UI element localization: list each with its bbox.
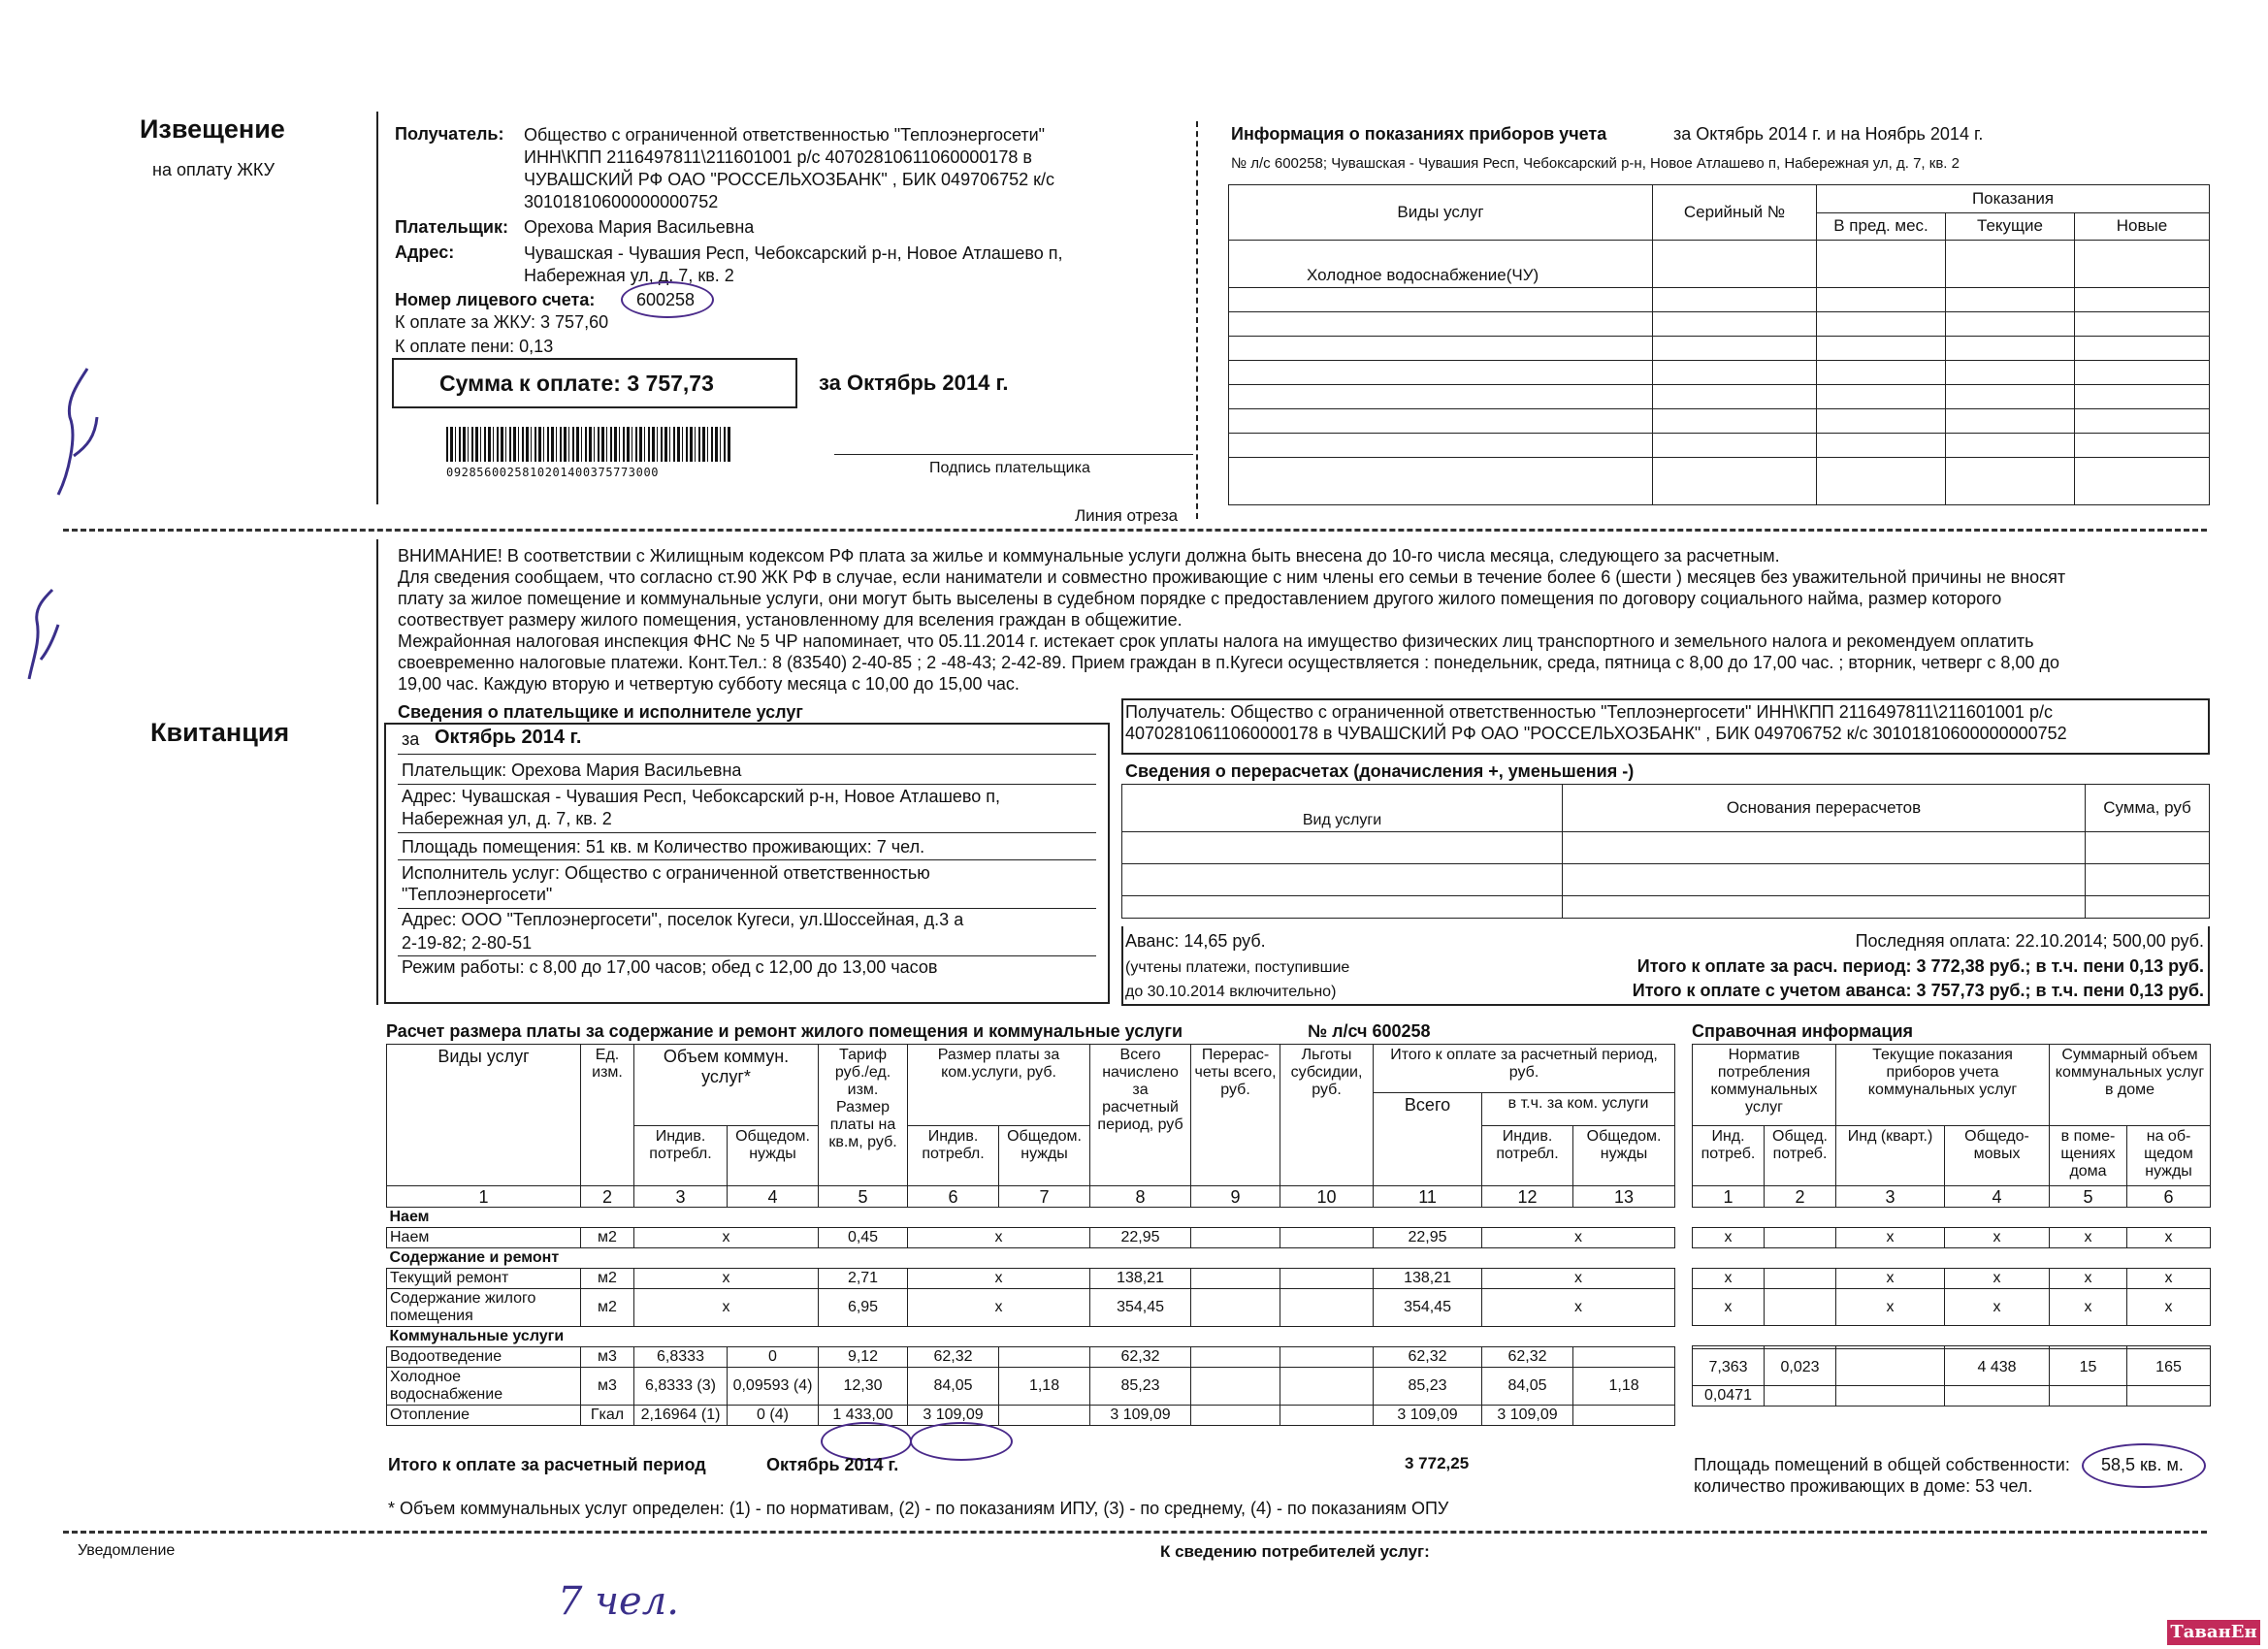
col-num: 10 — [1280, 1186, 1374, 1208]
pay-housing: К оплате за ЖКУ: 3 757,60 — [395, 312, 609, 332]
warning-text: ВНИМАНИЕ! В соответствии с Жилищным кодексом РФ плата за жилье и коммунальные услуги должна быть внесена до 10-го числа месяца, следующего за расчетным. Для сведения сообщаем, что согласно ст.90 ЖК РФ в случае, если наниматели и совместно проживающие с ним члены его семьи в течение более 6 (шести ) месяцев без уважительной причины не вносят плату за жилое помещение и коммунальные услуги, они могут быть выселены в судебном порядке с предоставлением другого жилого помещения по договору социального найма, размер которого соотвествует размеру жилого помещения, установленному для вселения граждан в общежитие. Межрайонная налоговая инспекция ФНС № 5 ЧР напоминает, что 05.11.2014 г. истекает срок уплаты налога на имущество физических лиц транспортного и земельного налога и рекомендуем оплатить своевременно налоговые платежи. Конт.Тел.: 8 (83540) 2-40-85 ; 2 -48-43; 2-42-89. Прием граждан в п.Кугеси осуществляется : понедельник, среда, пятница с 8,00 до 17,00 час. ; вторник, четверг с 8,00 до 19,00 час. Каждую вторую и четвертую субботу месяца с 10,00 до 15,00 час. — [398, 546, 2066, 694]
ref-row — [1693, 1228, 2211, 1248]
cell: 9,12 — [819, 1347, 908, 1368]
meters-header-new: Новые — [2075, 212, 2210, 241]
col-num: 2 — [581, 1186, 634, 1208]
fold-line — [1196, 121, 1198, 519]
cell: x — [1693, 1228, 1765, 1248]
ref-hdr-meters: Текущие показания приборов учета коммунальных услуг — [1836, 1045, 2050, 1126]
ink-circle — [621, 281, 714, 318]
cell — [1836, 1349, 1945, 1386]
cell: Гкал — [581, 1406, 634, 1426]
ref-row — [1693, 1289, 2211, 1326]
cell: x — [1836, 1228, 1945, 1248]
meters-header-readings: Показания — [1817, 185, 2210, 213]
ref-hdr-common-house: Общедо-мовых — [1945, 1126, 2050, 1186]
cell: м3 — [581, 1368, 634, 1406]
ref-title: Справочная информация — [1692, 1021, 1914, 1041]
hdr-total-indiv: Индив. потребл. — [1482, 1126, 1573, 1186]
hdr-incl: в т.ч. за ком. услуги — [1482, 1093, 1675, 1126]
for-label: за — [402, 729, 420, 749]
account-label: Номер лицевого счета: — [395, 290, 596, 309]
cell: x — [1482, 1269, 1675, 1289]
table-row — [387, 1347, 1675, 1368]
handwritten-mark — [19, 582, 68, 689]
recipient-label: Получатель: — [395, 124, 504, 144]
cell: 138,21 — [1090, 1269, 1191, 1289]
col-num: 1 — [387, 1186, 581, 1208]
table-row — [387, 1289, 1675, 1327]
ref-row — [1693, 1269, 2211, 1289]
cell — [999, 1347, 1090, 1368]
calc-total-period: Октябрь 2014 г. — [766, 1455, 899, 1474]
cell: м2 — [581, 1269, 634, 1289]
cell: x — [1836, 1289, 1945, 1326]
cell: x — [908, 1289, 1090, 1327]
cell: 0,45 — [819, 1228, 908, 1248]
hdr-recalc: Перерас-четы всего, руб. — [1191, 1045, 1280, 1186]
meters-period: за Октябрь 2014 г. и на Ноябрь 2014 г. — [1673, 124, 1984, 144]
cell: x — [1482, 1228, 1675, 1248]
cell: 85,23 — [1090, 1368, 1191, 1406]
residents: количество проживающих в доме: 53 чел. — [1694, 1476, 2033, 1496]
payer-name: Орехова Мария Васильевна — [524, 217, 755, 237]
hdr-benefits: Льготы субсидии, руб. — [1280, 1045, 1374, 1186]
receipt-area: Площадь помещения: 51 кв. м Количество проживающих: 7 чел. — [402, 837, 925, 857]
cell: 0,0471 — [1693, 1386, 1765, 1406]
recipient-block: Общество с ограниченной ответственностью "Теплоэнергосети" ИНН\КПП 2116497811\211601001 р/с 40702810611060000178 в ЧУВАШСКИЙ РФ ОАО "РОССЕЛЬХОЗБАНК" , БИК 049706752 к/с 30101810600000000752 — [524, 125, 1055, 211]
cell: 22,95 — [1374, 1228, 1482, 1248]
meters-row-service: Холодное водоснабжение(ЧУ) — [1229, 241, 1653, 288]
for-consumers: К сведению потребителей услуг: — [1160, 1542, 1430, 1561]
recipient-line-2: 40702810611060000178 в ЧУВАШСКИЙ РФ ОАО "РОССЕЛЬХОЗБАНК" , БИК 049706752 к/с 30101810600000000752 — [1125, 724, 2067, 743]
cell: 2,16964 (1) — [634, 1406, 728, 1426]
area-common: Площадь помещений в общей собственности: — [1694, 1455, 2070, 1474]
ref-col-num: 1 — [1693, 1186, 1765, 1208]
cell: x — [1693, 1289, 1765, 1326]
rule — [398, 754, 1096, 755]
calc-total-value: 3 772,25 — [1405, 1454, 1470, 1472]
divider — [376, 112, 378, 504]
hdr-payment: Размер платы за ком.услуги, руб. — [908, 1045, 1090, 1126]
signature-label: Подпись плательщика — [929, 460, 1090, 476]
cell — [999, 1406, 1090, 1426]
ref-col-num: 2 — [1765, 1186, 1836, 1208]
table-row — [387, 1368, 1675, 1406]
receipt-payer: Плательщик: Орехова Мария Васильевна — [402, 760, 742, 780]
area-value: 58,5 кв. м. — [2101, 1455, 2184, 1474]
ref-row — [1693, 1386, 2211, 1406]
total-advance: Итого к оплате с учетом аванса: 3 757,73 руб.; в т.ч. пени 0,13 руб. — [1632, 981, 2204, 1000]
cell: Водоотведение — [387, 1347, 581, 1368]
cell: x — [2050, 1228, 2127, 1248]
hdr-accrued: Всего начислено за расчетный период, руб — [1090, 1045, 1191, 1186]
cell: 12,30 — [819, 1368, 908, 1406]
hdr-total-all: Всего — [1374, 1093, 1482, 1186]
executor-2: "Теплоэнергосети" — [402, 885, 553, 904]
ref-col-num: 3 — [1836, 1186, 1945, 1208]
ref-hdr-ind: Инд. потреб. — [1693, 1126, 1765, 1186]
cell: Содержание жилого помещения — [387, 1289, 581, 1327]
cell: 15 — [2050, 1349, 2127, 1386]
cell: 354,45 — [1374, 1289, 1482, 1327]
cell: 62,32 — [1374, 1347, 1482, 1368]
signature-line — [834, 454, 1193, 455]
notification-label: Уведомление — [78, 1542, 176, 1559]
ref-col-num: 6 — [2127, 1186, 2211, 1208]
cell: 165 — [2127, 1349, 2211, 1386]
cell: 1,18 — [1573, 1368, 1675, 1406]
hdr-vol-indiv: Индив. потребл. — [634, 1126, 728, 1186]
calc-table — [386, 1044, 1675, 1426]
cell: 0 (4) — [728, 1406, 819, 1426]
footnote: * Объем коммунальных услуг определен: (1) - по нормативам, (2) - по показаниям ИПУ, (3) - по среднему, (4) - по показаниям ОПУ — [388, 1499, 1449, 1518]
cell: x — [634, 1269, 819, 1289]
cell: x — [1945, 1269, 2050, 1289]
rule — [398, 859, 1096, 860]
ref-hdr-norm: Норматив потребления коммунальных услуг — [1693, 1045, 1836, 1126]
receipt-address-2: Набережная ул, д. 7, кв. 2 — [402, 809, 612, 828]
ref-hdr-house-volume: Суммарный объем коммунальных услуг в доме — [2050, 1045, 2211, 1126]
cell: x — [1945, 1228, 2050, 1248]
hdr-total: Итого к оплате за расчетный период, руб. — [1374, 1045, 1675, 1093]
section-naem: Наем — [387, 1208, 1675, 1228]
work-hours: Режим работы: с 8,00 до 17,00 часов; обед с 12,00 до 13,00 часов — [402, 957, 938, 977]
cell: x — [1482, 1289, 1675, 1327]
cell: 6,8333 — [634, 1347, 728, 1368]
cell: 0 — [728, 1347, 819, 1368]
cell: x — [908, 1228, 1090, 1248]
cell: 0,023 — [1765, 1349, 1836, 1386]
pay-penalty: К оплате пени: 0,13 — [395, 337, 554, 356]
hdr-vol-common: Общедом. нужды — [728, 1126, 819, 1186]
executor-address-1: Адрес: ООО "Теплоэнергосети", поселок Кугеси, ул.Шоссейная, д.3 а — [402, 910, 964, 929]
address-label: Адрес: — [395, 242, 455, 262]
meters-header-services: Виды услуг — [1229, 185, 1653, 241]
handwritten-note: 7 чел. — [558, 1579, 679, 1624]
rule — [398, 955, 1096, 956]
executor-1: Исполнитель услуг: Общество с ограниченной ответственностью — [402, 863, 930, 883]
cell: x — [634, 1228, 819, 1248]
meters-header-current: Текущие — [1946, 212, 2075, 241]
cell: x — [1693, 1269, 1765, 1289]
table-row — [387, 1228, 1675, 1248]
ink-circle — [2082, 1443, 2206, 1488]
hdr-unit: Ед. изм. — [581, 1045, 634, 1186]
col-num: 5 — [819, 1186, 908, 1208]
section-maintenance: Содержание и ремонт — [387, 1248, 1675, 1269]
ref-hdr-comm: Общед. потреб. — [1765, 1126, 1836, 1186]
cell: м2 — [581, 1289, 634, 1327]
ref-col-num: 5 — [2050, 1186, 2127, 1208]
cell: 84,05 — [1482, 1368, 1573, 1406]
recalc-header-service: Вид услуги — [1122, 785, 1563, 832]
cell: 6,95 — [819, 1289, 908, 1327]
cell: 354,45 — [1090, 1289, 1191, 1327]
hdr-tariff: Тариф руб./ед. изм. Размер платы на кв.м, руб. — [819, 1045, 908, 1186]
hdr-total-common: Общедом. нужды — [1573, 1126, 1675, 1186]
handwritten-mark — [49, 359, 107, 514]
cell: x — [2050, 1289, 2127, 1326]
last-payment: Последняя оплата: 22.10.2014; 500,00 руб. — [1855, 931, 2204, 951]
cell: x — [2127, 1228, 2211, 1248]
notice-title: Извещение — [140, 114, 285, 144]
total-amount: Сумма к оплате: 3 757,73 — [439, 371, 714, 396]
col-num: 7 — [999, 1186, 1090, 1208]
cell: x — [908, 1269, 1090, 1289]
cell: 4 438 — [1945, 1349, 2050, 1386]
hdr-pay-common: Общедом. нужды — [999, 1126, 1090, 1186]
recalc-header-basis: Основания перерасчетов — [1563, 785, 2086, 832]
table-row — [387, 1269, 1675, 1289]
receipt-title: Квитанция — [150, 718, 290, 747]
hdr-pay-indiv: Индив. потребл. — [908, 1126, 999, 1186]
cell: x — [2127, 1269, 2211, 1289]
meters-account: № л/с 600258; Чувашская - Чувашия Респ, Чебоксарский р-н, Новое Атлашево п, Набережная ул, д. 7, кв. 2 — [1231, 155, 1960, 172]
divider — [376, 539, 378, 1005]
col-num: 9 — [1191, 1186, 1280, 1208]
executor-address-2: 2-19-82; 2-80-51 — [402, 933, 533, 953]
ref-table — [1692, 1044, 2211, 1406]
advance-note-1: (учтены платежи, поступившие — [1125, 959, 1350, 976]
cell: 6,8333 (3) — [634, 1368, 728, 1406]
col-num: 6 — [908, 1186, 999, 1208]
recalc-header-sum: Сумма, руб — [2086, 785, 2210, 832]
col-num: 3 — [634, 1186, 728, 1208]
recalc-table — [1121, 784, 2210, 919]
advance-note-2: до 30.10.2014 включительно) — [1125, 984, 1337, 1000]
cell: 1,18 — [999, 1368, 1090, 1406]
cell: 62,32 — [1090, 1347, 1191, 1368]
cell: Наем — [387, 1228, 581, 1248]
cell: 3 109,09 — [1482, 1406, 1573, 1426]
cell: x — [634, 1289, 819, 1327]
cell: Отопление — [387, 1406, 581, 1426]
account-number: 600258 — [636, 290, 696, 309]
cut-line — [63, 1531, 2207, 1534]
cell: 7,363 — [1693, 1349, 1765, 1386]
meters-header-serial: Серийный № — [1653, 185, 1817, 241]
total-period: Итого к оплате за расч. период: 3 772,38 руб.; в т.ч. пени 0,13 руб. — [1636, 956, 2204, 976]
payer-info-title: Сведения о плательщике и исполнителе услуг — [398, 702, 803, 722]
rule — [398, 784, 1096, 785]
cell: 3 109,09 — [1374, 1406, 1482, 1426]
recipient-line-1: Получатель: Общество с ограниченной ответственностью "Теплоэнергосети" ИНН\КПП 2116497811\211601001 р/с — [1125, 702, 2053, 722]
cut-line — [63, 529, 2207, 532]
cell: x — [2127, 1289, 2211, 1326]
rule — [398, 908, 1096, 909]
ref-row — [1693, 1349, 2211, 1386]
notice-subtitle: на оплату ЖКУ — [152, 160, 275, 179]
rule — [398, 832, 1096, 833]
cell: 3 109,09 — [908, 1406, 999, 1426]
col-num: 11 — [1374, 1186, 1482, 1208]
calc-title: Расчет размера платы за содержание и ремонт жилого помещения и коммунальные услуги — [386, 1021, 1183, 1041]
calc-account: № л/сч 600258 — [1308, 1021, 1431, 1041]
col-num: 4 — [728, 1186, 819, 1208]
hdr-services: Виды услуг — [387, 1045, 581, 1186]
calc-total-label: Итого к оплате за расчетный период — [388, 1455, 706, 1474]
cell: 3 109,09 — [1090, 1406, 1191, 1426]
cell: x — [1945, 1289, 2050, 1326]
ref-col-num: 4 — [1945, 1186, 2050, 1208]
advance: Аванс: 14,65 руб. — [1125, 931, 1266, 951]
cell: 2,71 — [819, 1269, 908, 1289]
col-num: 12 — [1482, 1186, 1573, 1208]
ref-hdr-in-rooms: в поме-щениях дома — [2050, 1126, 2127, 1186]
barcode-number: 0928560025810201400375773000 — [446, 466, 660, 479]
cell: м3 — [581, 1347, 634, 1368]
cell: x — [1836, 1269, 1945, 1289]
receipt-period: Октябрь 2014 г. — [435, 727, 582, 748]
ref-hdr-ind-kv: Инд (кварт.) — [1836, 1126, 1945, 1186]
cell: 85,23 — [1374, 1368, 1482, 1406]
cell: Холодное водоснабжение — [387, 1368, 581, 1406]
ink-circle — [910, 1422, 1013, 1461]
cell: 62,32 — [1482, 1347, 1573, 1368]
recalc-title: Сведения о перерасчетах (доначисления +, уменьшения -) — [1125, 761, 1635, 781]
meters-table — [1228, 184, 2210, 505]
notice-period: за Октябрь 2014 г. — [819, 371, 1009, 395]
cell: 22,95 — [1090, 1228, 1191, 1248]
stamp: ТаванЕн — [2167, 1620, 2260, 1645]
cell: 1 433,00 — [819, 1406, 908, 1426]
table-row — [387, 1406, 1675, 1426]
cell: м2 — [581, 1228, 634, 1248]
cell: 84,05 — [908, 1368, 999, 1406]
barcode — [446, 427, 732, 462]
receipt-address-1: Адрес: Чувашская - Чувашия Респ, Чебоксарский р-н, Новое Атлашево п, — [402, 787, 1001, 806]
meters-header-prev: В пред. мес. — [1817, 212, 1946, 241]
hdr-volume: Объем коммун. услуг* — [634, 1045, 819, 1126]
payer-label: Плательщик: — [395, 217, 508, 237]
ref-hdr-common-needs: на об-щедом нужды — [2127, 1126, 2211, 1186]
col-num: 8 — [1090, 1186, 1191, 1208]
cell: 138,21 — [1374, 1269, 1482, 1289]
cell: 0,09593 (4) — [728, 1368, 819, 1406]
cell: x — [2050, 1269, 2127, 1289]
cut-line-label: Линия отреза — [1075, 506, 1179, 525]
section-utilities: Коммунальные услуги — [387, 1327, 1675, 1347]
cell: 62,32 — [908, 1347, 999, 1368]
address-block: Чувашская - Чувашия Респ, Чебоксарский р-н, Новое Атлашево п, Набережная ул, д. 7, кв. 2 — [524, 243, 1063, 285]
cell: Текущий ремонт — [387, 1269, 581, 1289]
col-num: 13 — [1573, 1186, 1675, 1208]
meters-title: Информация о показаниях приборов учета — [1231, 124, 1607, 144]
